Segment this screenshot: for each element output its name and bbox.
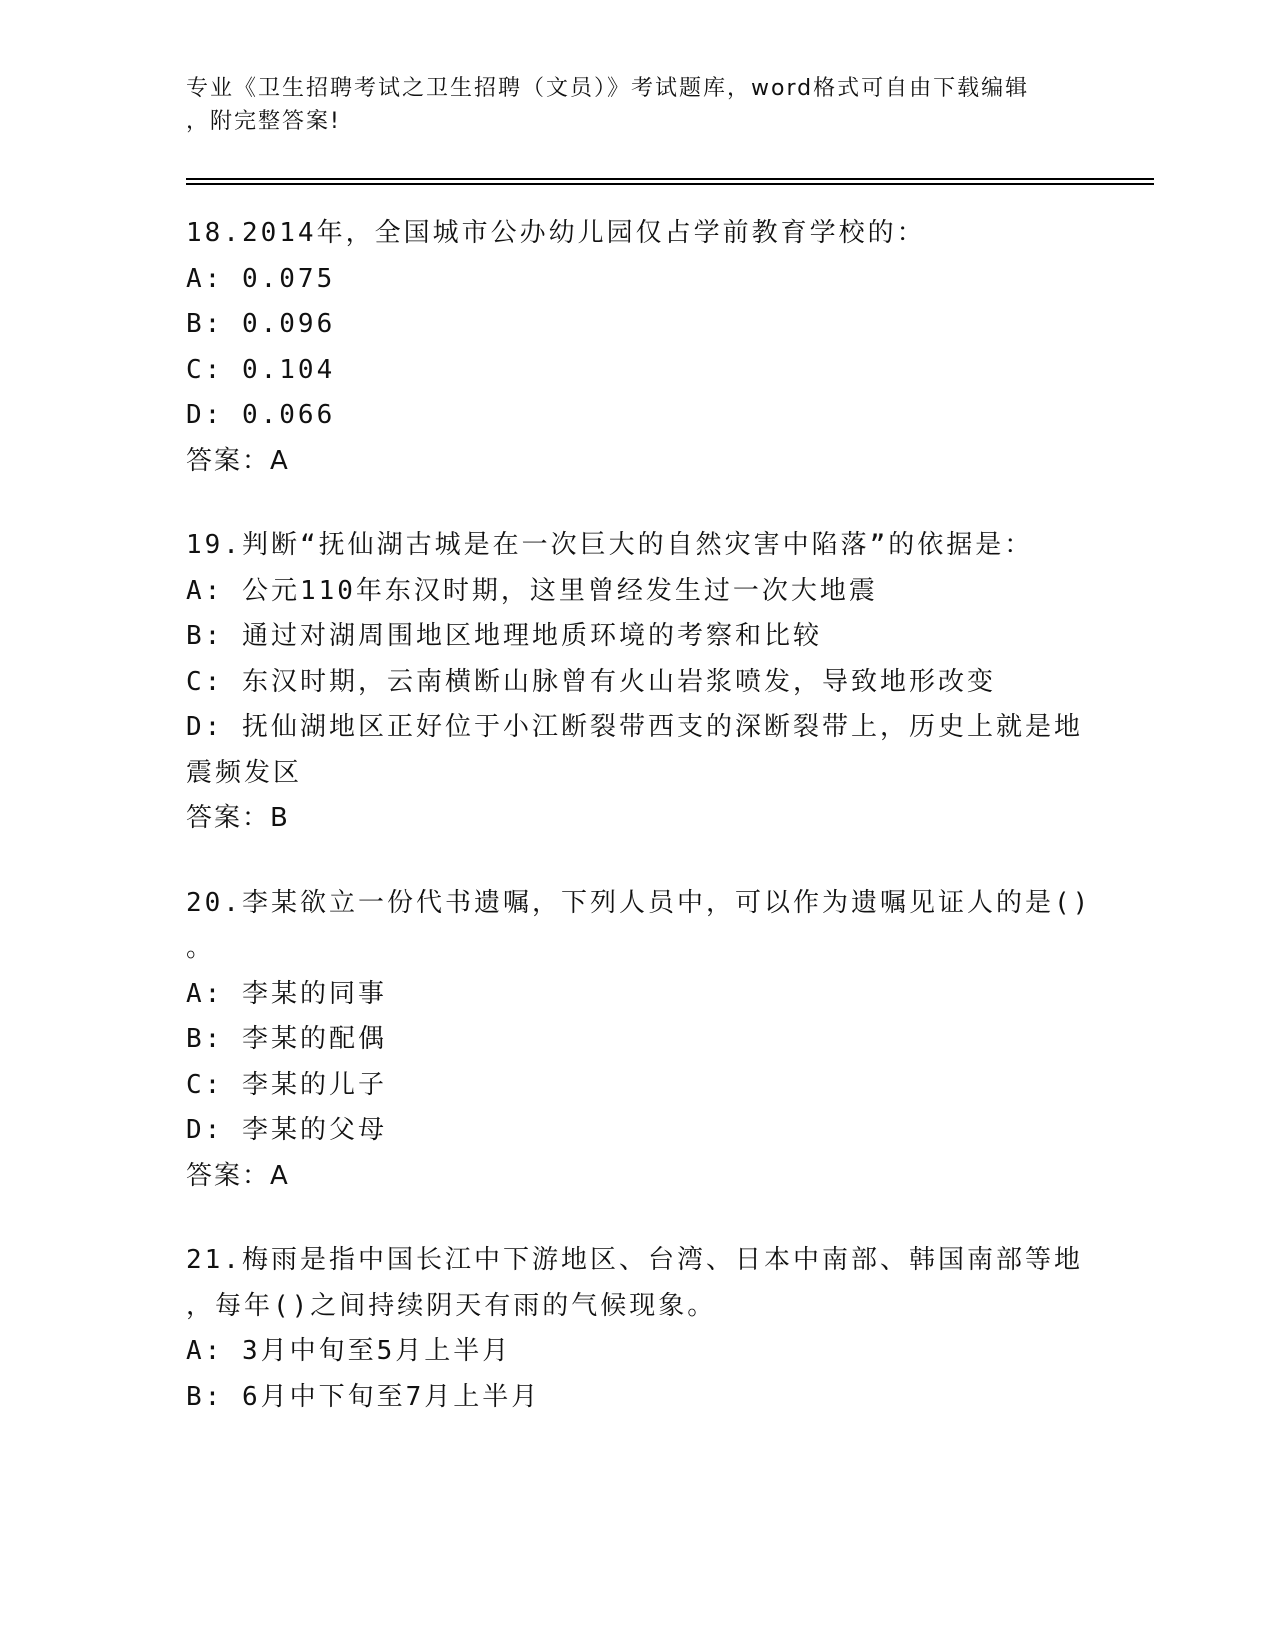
question-stem-continued: 。 (186, 933, 216, 963)
option-b: B: 李某的配偶 (186, 1024, 387, 1054)
question-18 (186, 211, 1066, 484)
header-divider (186, 183, 1154, 185)
question-stem: 20.李某欲立一份代书遗嘱，下列人员中，可以作为遗嘱见证人的是() (186, 887, 1092, 918)
option-c: C: 东汉时期，云南横断山脉曾有火山岩浆喷发，导致地形改变 (186, 666, 996, 697)
question-stem: 21.梅雨是指中国长江中下游地区、台湾、日本中南部、韩国南部等地 (186, 1245, 1083, 1275)
question-21 (186, 1238, 1083, 1420)
answer-line: 答案：A (186, 1160, 290, 1191)
option-d-continued: 震频发区 (186, 757, 303, 788)
option-c: C: 李某的儿子 (186, 1069, 387, 1100)
option-a: A: 0.075 (186, 263, 336, 294)
option-d: D: 0.066 (186, 400, 336, 430)
question-stem: 18.2014年，全国城市公办幼儿园仅占学前教育学校的： (186, 218, 926, 248)
option-b: B: 通过对湖周围地区地理地质环境的考察和比较 (186, 621, 822, 651)
answer-line: 答案：A (186, 445, 290, 476)
header-divider (186, 178, 1154, 180)
option-c: C: 0.104 (186, 354, 336, 385)
question-list (186, 211, 1092, 1459)
option-b: B: 6月中下旬至7月上半月 (186, 1381, 541, 1412)
option-a: A: 3月中旬至5月上半月 (186, 1336, 512, 1366)
option-d: D: 抚仙湖地区正好位于小江断裂带西支的深断裂带上，历史上就是地 (186, 712, 1083, 742)
question-stem: 19.判断“抚仙湖古城是在一次巨大的自然灾害中陷落”的依据是： (186, 530, 1034, 560)
document-header (186, 72, 1076, 138)
question-stem-continued: ，每年()之间持续阴天有雨的气候现象。 (186, 1290, 717, 1321)
question-19 (186, 523, 1083, 842)
option-d: D: 李某的父母 (186, 1115, 387, 1145)
header-line: 专业《卫生招聘考试之卫生招聘（文员）》考试题库，word格式可自由下载编辑 (186, 76, 1030, 101)
option-a: A: 李某的同事 (186, 978, 387, 1009)
answer-line: 答案：B (186, 803, 290, 833)
header-line: ，附完整答案! (186, 109, 341, 134)
question-20 (186, 881, 1092, 1200)
option-a: A: 公元110年东汉时期，这里曾经发生过一次大地震 (186, 575, 878, 606)
option-b: B: 0.096 (186, 309, 336, 339)
